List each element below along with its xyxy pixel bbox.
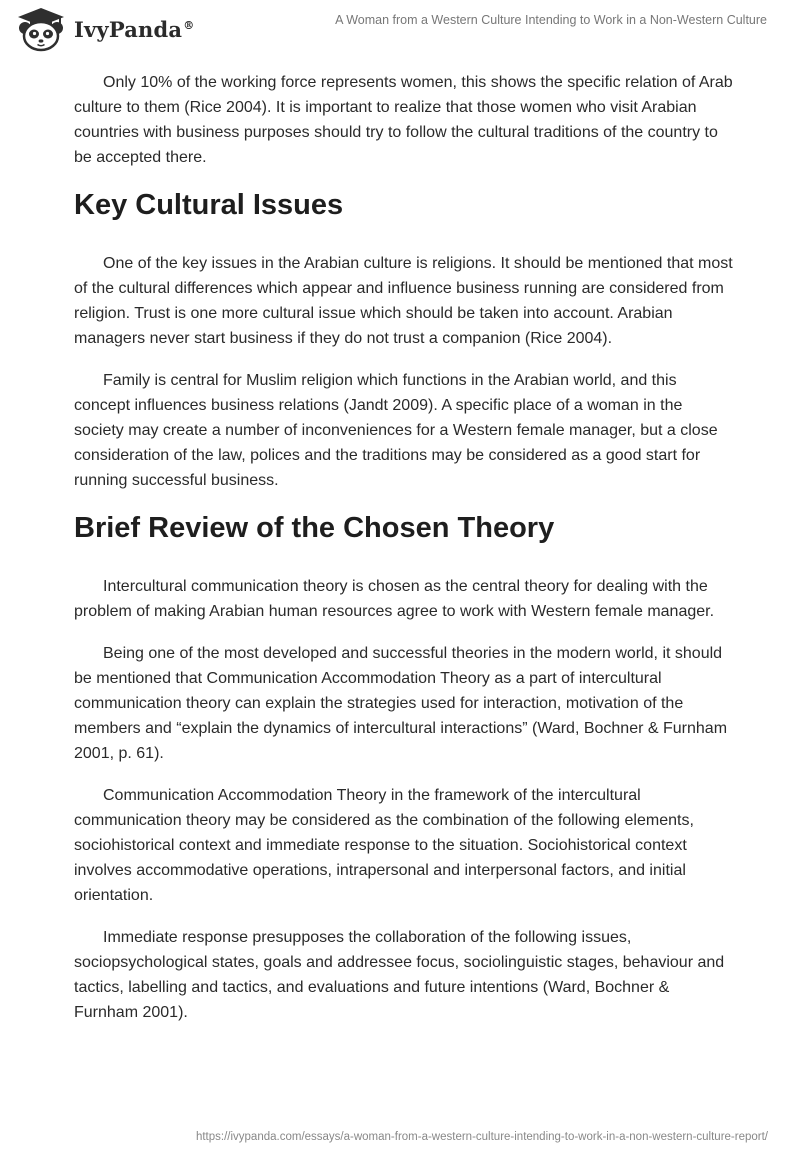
section-heading-key-cultural-issues: Key Cultural Issues [74,189,344,221]
paragraph: One of the key issues in the Arabian culture is religions. It should be mentioned that most of the cultural differences which appear and influence business running are considered from religion. Trust is one more cultural issue which should be taken into account. Arabian managers never start business if they do not trust a companion (Rice 2004). [74,255,733,347]
paragraph: Immediate response presupposes the collaboration of the following issues, sociopsychological states, goals and addressee focus, sociolinguistic stages, behaviour and tactics, labelling and tactics, and evaluations and future intentions (Ward, Bochner & Furnham 2001). [74,929,725,1021]
intro-paragraph: Only 10% of the working force represents women, this shows the specific relation of Arab culture to them (Rice 2004). It is important to realize that those women who visit Arabian countries with business purposes should try to follow the cultural traditions of the country to be accepted there. [74,74,733,166]
paragraph: Family is central for Muslim religion which functions in the Arabian world, and this concept influences business relations (Jandt 2009). A specific place of a woman in the society may create a number of inconveniences for a Western female manager, but a close consideration of the law, polices and the traditions may be considered as a good start for running successful business. [74,372,718,489]
paragraph: Communication Accommodation Theory in the framework of the intercultural communication theory may be considered as the combination of the following elements, sociohistorical context and immediate response to the situation. Sociohistorical context involves accommodative operations, intrapersonal and interpersonal factors, and initial orientation. [74,787,694,904]
panda-graduate-icon [14,6,68,52]
paragraph: Being one of the most developed and successful theories in the modern world, it should be mentioned that Communication Accommodation Theory as a part of intercultural communication theory can explain the strategies used for interaction, motivation of the members and “explain the dynamics of intercultural interactions” (Ward, Bochner & Furnham 2001, p. 61). [74,645,728,762]
section-heading-chosen-theory: Brief Review of the Chosen Theory [74,512,555,544]
document-title: A Woman from a Western Culture Intending to Work in a Non-Western Culture [335,13,767,27]
brand-name: IvyPanda® [74,16,195,42]
paragraph: Intercultural communication theory is chosen as the central theory for dealing with the problem of making Arabian human resources agree to work with Western female manager. [74,578,715,620]
page-header [0,0,800,62]
source-url[interactable]: https://ivypanda.com/essays/a-woman-from-a-western-culture-intending-to-work-in-a-non-western-culture-report/ [195,1131,768,1143]
brand-logo[interactable] [14,6,194,52]
registered-mark: ® [183,18,195,32]
article-body [74,70,734,1042]
